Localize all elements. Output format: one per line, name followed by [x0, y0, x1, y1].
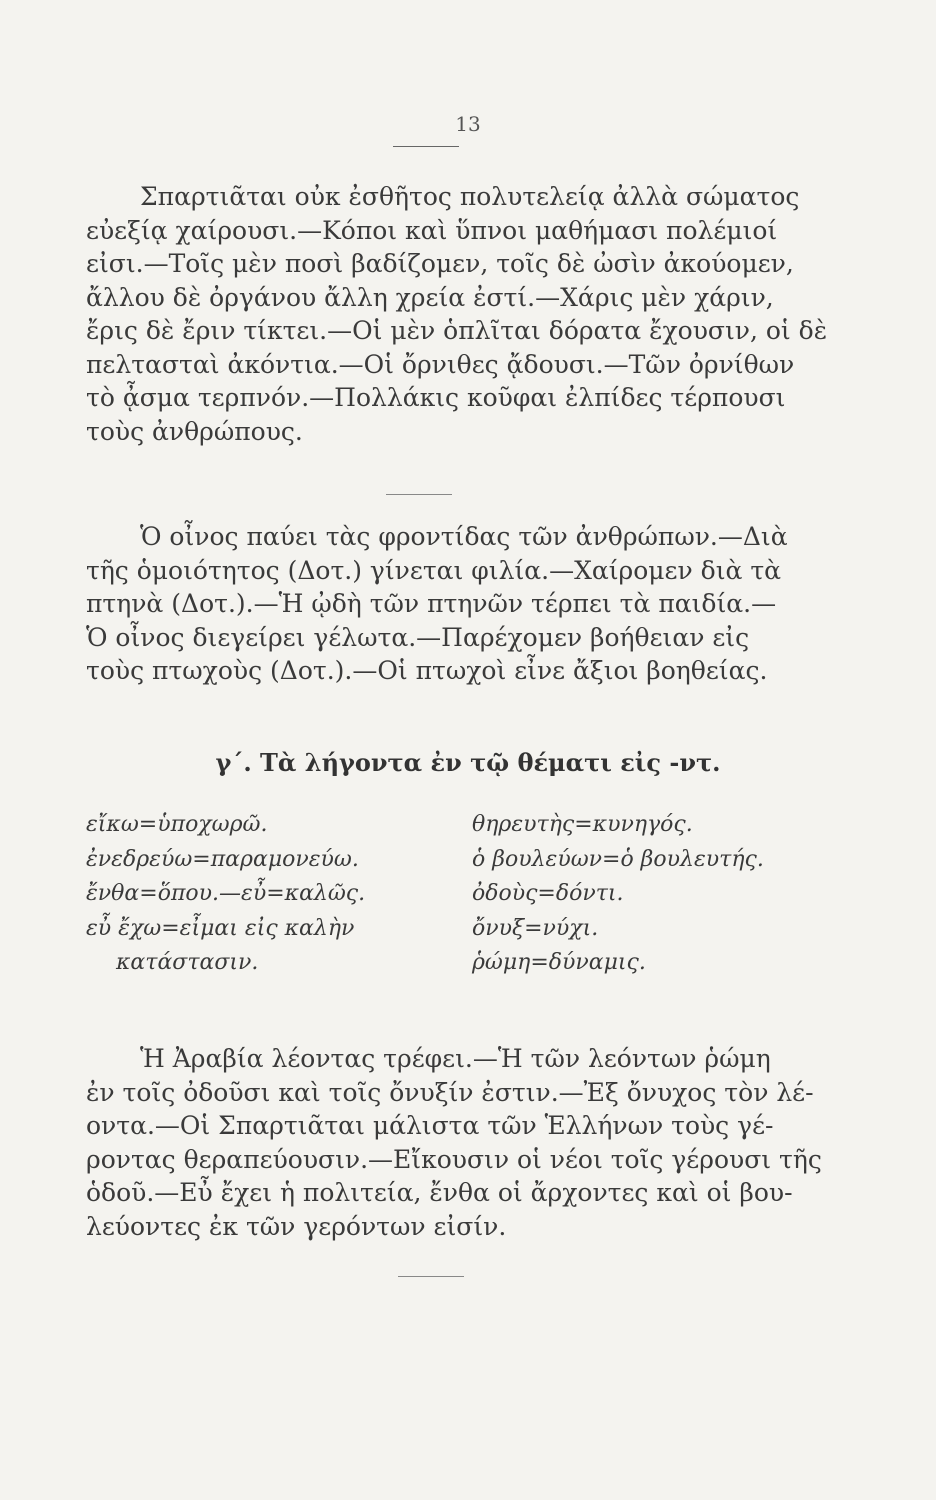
vocabulary-entry: ὁ βουλεύων=ὁ βουλευτής. — [472, 846, 764, 872]
paragraph-3 — [86, 1042, 822, 1243]
vocabulary-entry: ὀδοὺς=δόντι. — [472, 881, 624, 906]
paragraph-2-line: τοὺς πτωχοὺς (Δοτ.).—Οἱ πτωχοὶ εἶνε ἄξιοι βοηθείας. — [86, 656, 768, 685]
paragraph-3-line: ὁδοῦ.—Εὖ ἔχει ἡ πολιτεία, ἔνθα οἱ ἄρχοντες καὶ οἱ βου- — [86, 1178, 793, 1207]
paragraph-1-line: εὐεξίᾳ χαίρουσι.—Κόποι καὶ ὕπνοι μαθήμασι πολέμιοί — [86, 215, 778, 245]
vocabulary-entry: ἐνεδρεύω=παραμονεύω. — [86, 846, 359, 872]
paragraph-1 — [86, 180, 828, 448]
paragraph-2-line: τῆς ὁμοιότητος (Δοτ.) γίνεται φιλία.—Χαίρομεν διὰ τὰ — [86, 555, 782, 585]
vocabulary-entry: εἴκω=ὑποχωρῶ. — [86, 812, 268, 837]
page-number: 13 — [455, 112, 481, 136]
vocabulary-entry: ὄνυξ=νύχι. — [472, 915, 599, 941]
paragraph-1-line: τὸ ᾆσμα τερπνόν.—Πολλάκις κοῦφαι ἐλπίδες τέρπουσι — [86, 383, 786, 412]
page-number-underline — [393, 146, 459, 147]
paragraph-2 — [86, 520, 796, 688]
paragraph-1-line: πελτασταὶ ἀκόντια.—Οἱ ὄρνιθες ᾄδουσι.—Τῶν ὀρνίθων — [86, 349, 795, 379]
vocabulary-entry: ῥώμη=δύναμις. — [472, 950, 646, 975]
paragraph-3-line: λεύοντες ἐκ τῶν γερόντων εἰσίν. — [86, 1211, 507, 1241]
paragraph-1-line: Σπαρτιᾶται οὐκ ἐσθῆτος πολυτελείᾳ ἀλλὰ σώματος — [140, 182, 800, 211]
paragraph-2-line: πτηνὰ (Δοτ.).—Ἡ ᾠδὴ τῶν πτηνῶν τέρπει τὰ παιδία.— — [86, 589, 777, 618]
paragraph-1-line: εἰσι.—Τοῖς μὲν ποσὶ βαδίζομεν, τοῖς δὲ ὠσὶν ἀκούομεν, — [86, 249, 794, 278]
paragraph-1-line: ἔρις δὲ ἔριν τίκτει.—Οἱ μὲν ὁπλῖται δόρατα ἔχουσιν, οἱ δὲ — [86, 316, 828, 345]
vocabulary-entry: θηρευτὴς=κυνηγός. — [472, 812, 693, 837]
paragraph-1-line: τοὺς ἀνθρώπους. — [86, 416, 303, 446]
paragraph-2-line: Ὁ οἶνος παύει τὰς φροντίδας τῶν ἀνθρώπων.—Διὰ — [140, 522, 788, 551]
paragraph-3-line: Ἡ Ἀραβία λέοντας τρέφει.—Ἡ τῶν λεόντων ῥώμη — [140, 1044, 771, 1073]
paragraph-2-line: Ὁ οἶνος διεγείρει γέλωτα.—Παρέχομεν βοήθειαν εἰς — [86, 622, 750, 652]
vocabulary-entry: εὖ ἔχω=εἶμαι εἰς καλὴν — [86, 915, 355, 941]
paragraph-3-line: ἐν τοῖς ὀδοῦσι καὶ τοῖς ὄνυξίν ἐστιν.—Ἐξ ὄνυχος τὸν λέ- — [86, 1077, 814, 1107]
section-divider — [386, 494, 452, 495]
vocabulary-left-column — [86, 808, 365, 981]
end-divider — [398, 1276, 464, 1277]
vocabulary-right-column — [472, 808, 764, 981]
paragraph-1-line: ἄλλου δὲ ὀργάνου ἄλλη χρεία ἐστί.—Χάρις μὲν χάριν, — [86, 282, 774, 312]
vocabulary-entry-continuation: κατάστασιν. — [116, 950, 259, 975]
section-heading: γ΄. Τὰ λήγοντα ἐν τῷ θέματι εἰς -ντ. — [215, 748, 721, 777]
paragraph-3-line: οντα.—Οἱ Σπαρτιᾶται μάλιστα τῶν Ἑλλήνων τοὺς γέ- — [86, 1111, 774, 1140]
vocabulary-entry: ἔνθα=ὅπου.—εὖ=καλῶς. — [86, 881, 366, 906]
paragraph-3-line: ροντας θεραπεύουσιν.—Εἴκουσιν οἱ νέοι τοῖς γέρουσι τῆς — [86, 1144, 822, 1174]
